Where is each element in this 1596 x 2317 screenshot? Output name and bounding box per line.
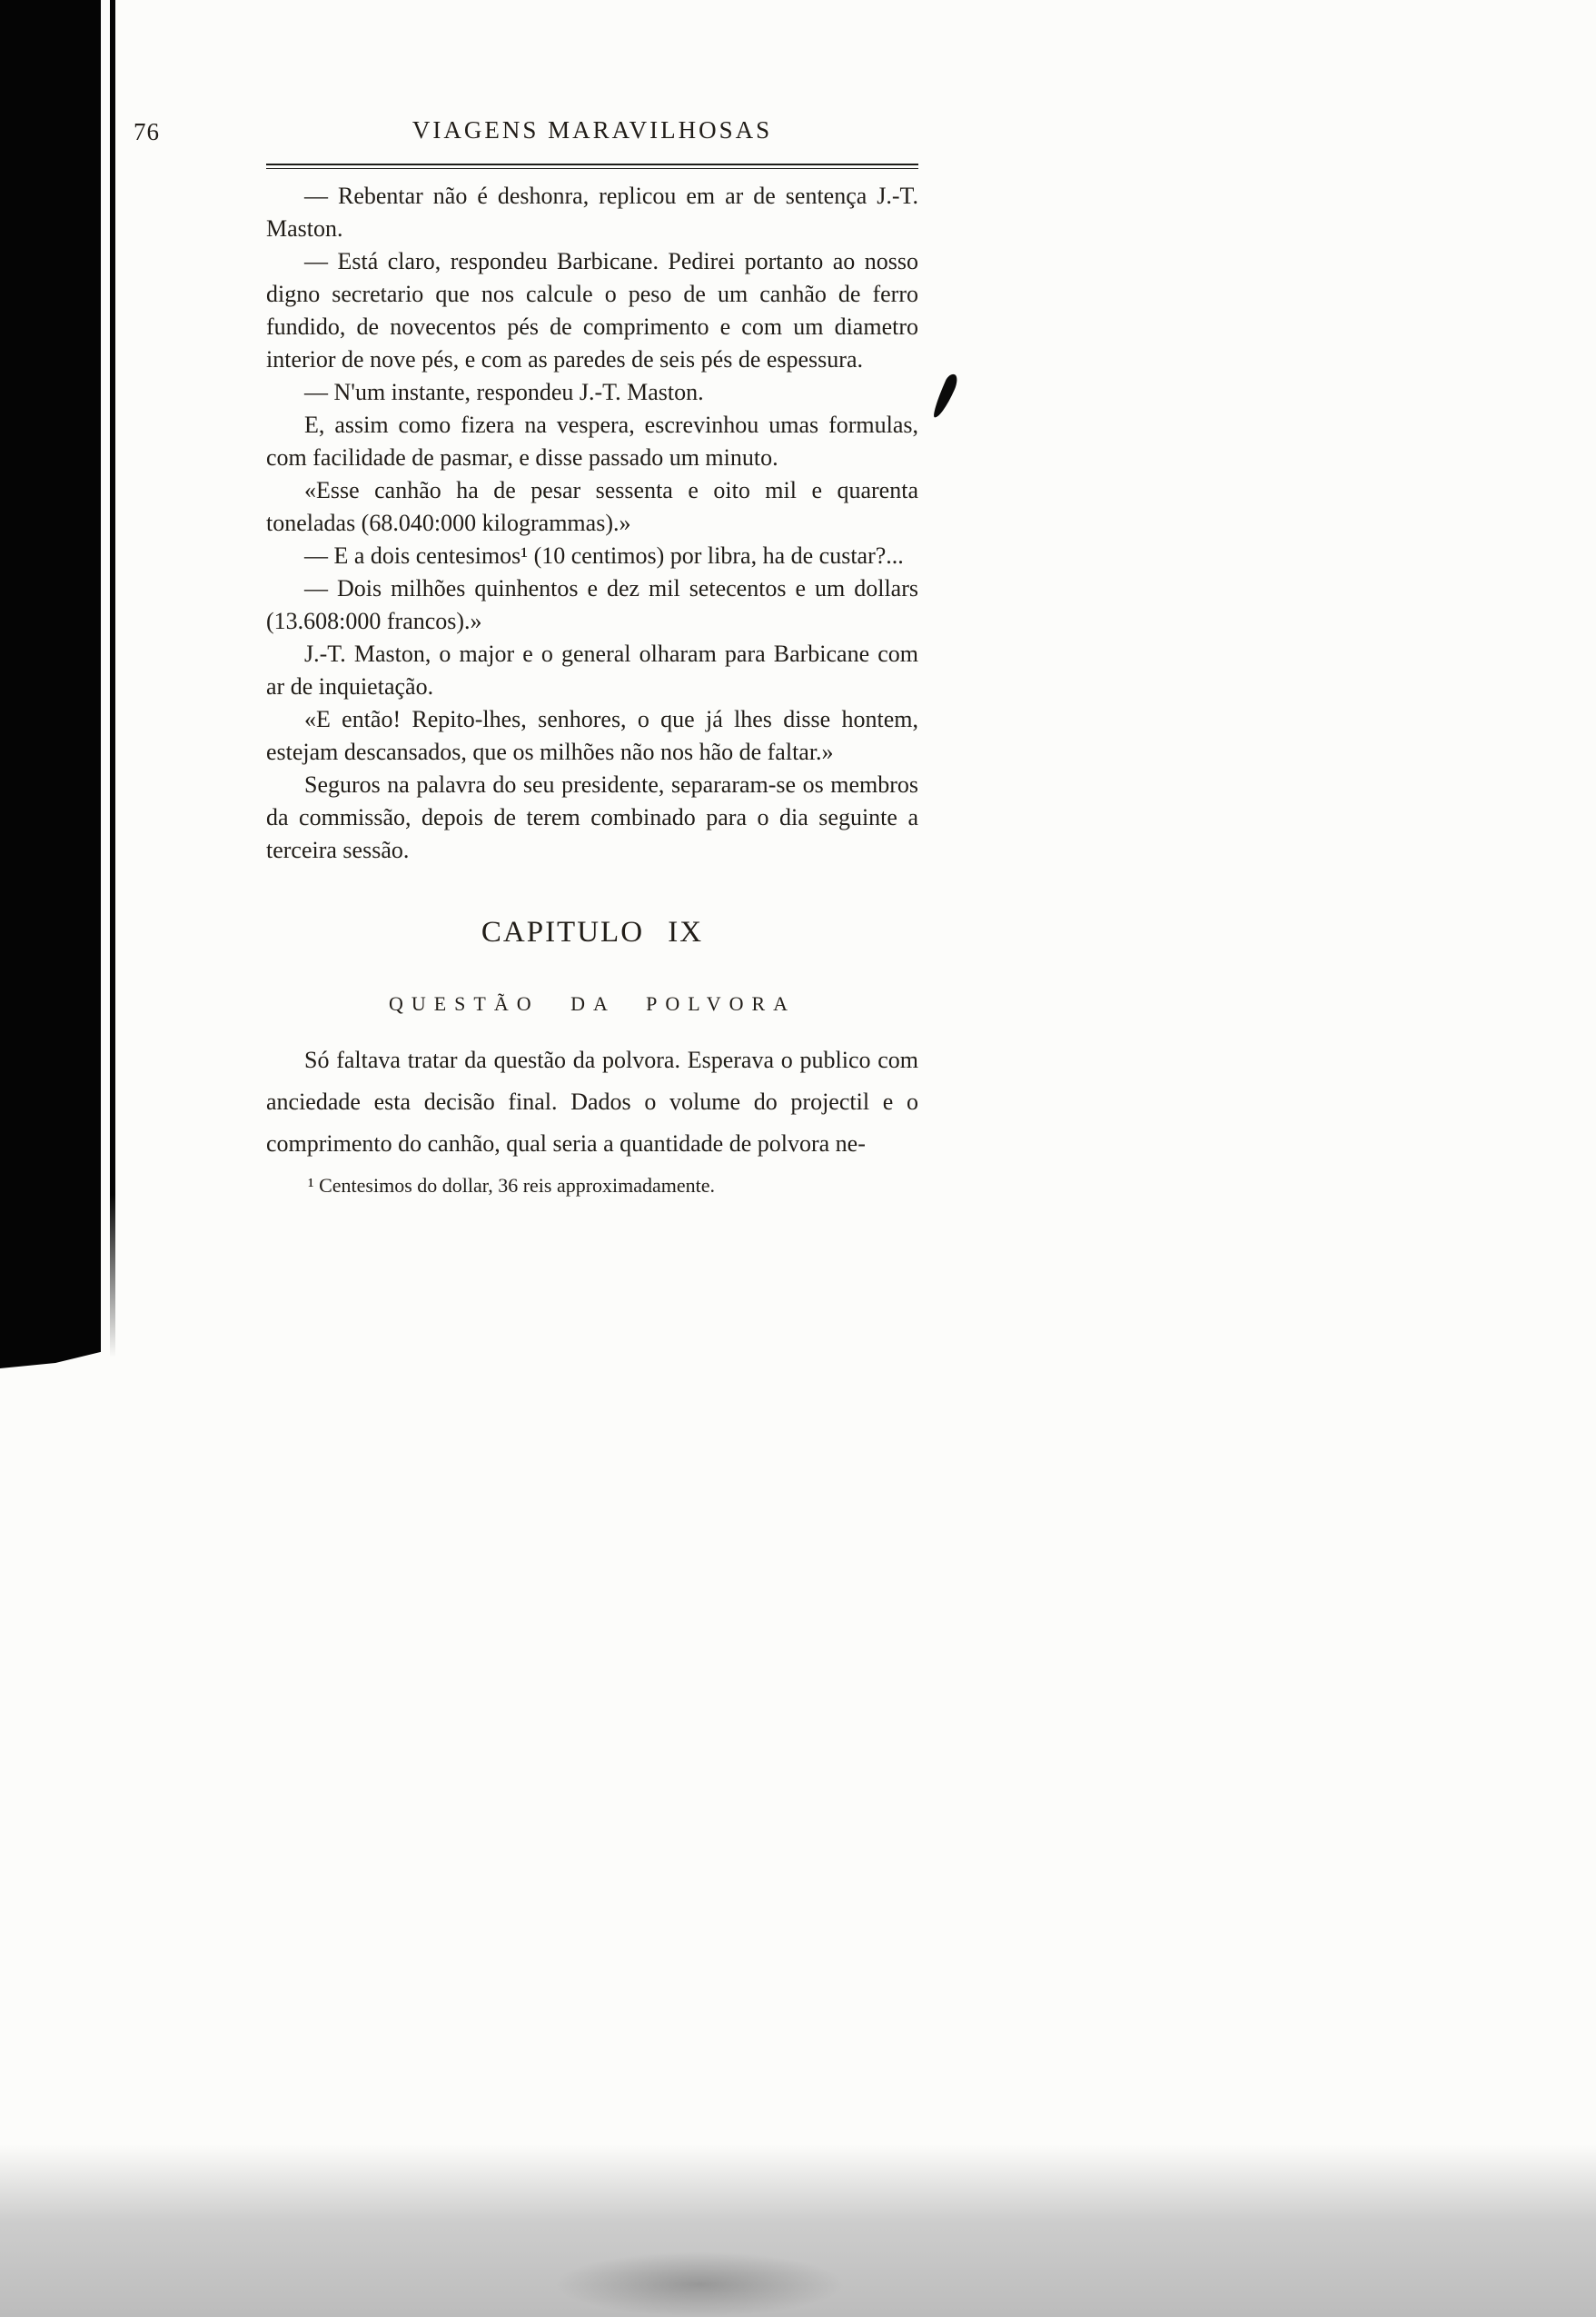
chapter-heading: CAPITULO IX bbox=[481, 916, 704, 949]
chapter-paragraph: Só faltava tratar da questão da polvora. Esperava o publico com anciedade esta decisão final. Dados o volume do projectil e o comprimento do canhão, qual seria a quantidade de polvora ne- bbox=[266, 1047, 918, 1157]
header-rule bbox=[266, 164, 918, 169]
body-paragraph: — Rebentar não é deshonra, replicou em ar de sentença J.-T. Maston. bbox=[266, 183, 918, 242]
ink-smudge bbox=[930, 373, 960, 421]
body-paragraph: — E a dois centesimos¹ (10 centimos) por libra, ha de custar?... bbox=[304, 542, 904, 569]
scan-left-black-edge bbox=[0, 0, 101, 1368]
body-paragraph: E, assim como fizera na vespera, escrevinhou umas formulas, com facilidade de pasmar, e disse passado um minuto. bbox=[266, 412, 918, 471]
chapter-subheading: QUESTÃO DA POLVORA bbox=[388, 992, 797, 1015]
body-text-block bbox=[266, 180, 918, 867]
footnote: ¹ Centesimos do dollar, 36 reis approximadamente. bbox=[308, 1174, 716, 1197]
body-paragraph: J.-T. Maston, o major e o general olharam para Barbicane com ar de inquietação. bbox=[266, 641, 918, 700]
body-paragraph: «Esse canhão ha de pesar sessenta e oito mil e quarenta toneladas (68.040:000 kilogrammas).» bbox=[266, 477, 918, 536]
body-paragraph: «E então! Repito-lhes, senhores, o que já lhes disse hontem, estejam descansados, que os milhões não nos hão de faltar.» bbox=[266, 706, 918, 765]
page-binding-line bbox=[110, 0, 115, 1357]
scan-bottom-smudge bbox=[554, 2252, 845, 2317]
body-paragraph: Seguros na palavra do seu presidente, separaram-se os membros da commissão, depois de terem combinado para o dia seguinte a terceira sessão. bbox=[266, 771, 918, 863]
body-paragraph: — Dois milhões quinhentos e dez mil setecentos e um dollars (13.608:000 francos).» bbox=[266, 575, 918, 634]
running-title: VIAGENS MARAVILHOSAS bbox=[411, 116, 773, 144]
body-paragraph: — N'um instante, respondeu J.-T. Maston. bbox=[304, 379, 704, 405]
body-paragraph: — Está claro, respondeu Barbicane. Pedirei portanto ao nosso digno secretario que nos calcule o peso de um canhão de ferro fundido, de novecentos pés de comprimento e com um diametro interior de nove pés, e com as paredes de seis pés de espessura. bbox=[266, 248, 918, 373]
chapter-text-block bbox=[266, 1039, 918, 1165]
page-header bbox=[134, 116, 918, 145]
page-number: 76 bbox=[134, 118, 160, 145]
